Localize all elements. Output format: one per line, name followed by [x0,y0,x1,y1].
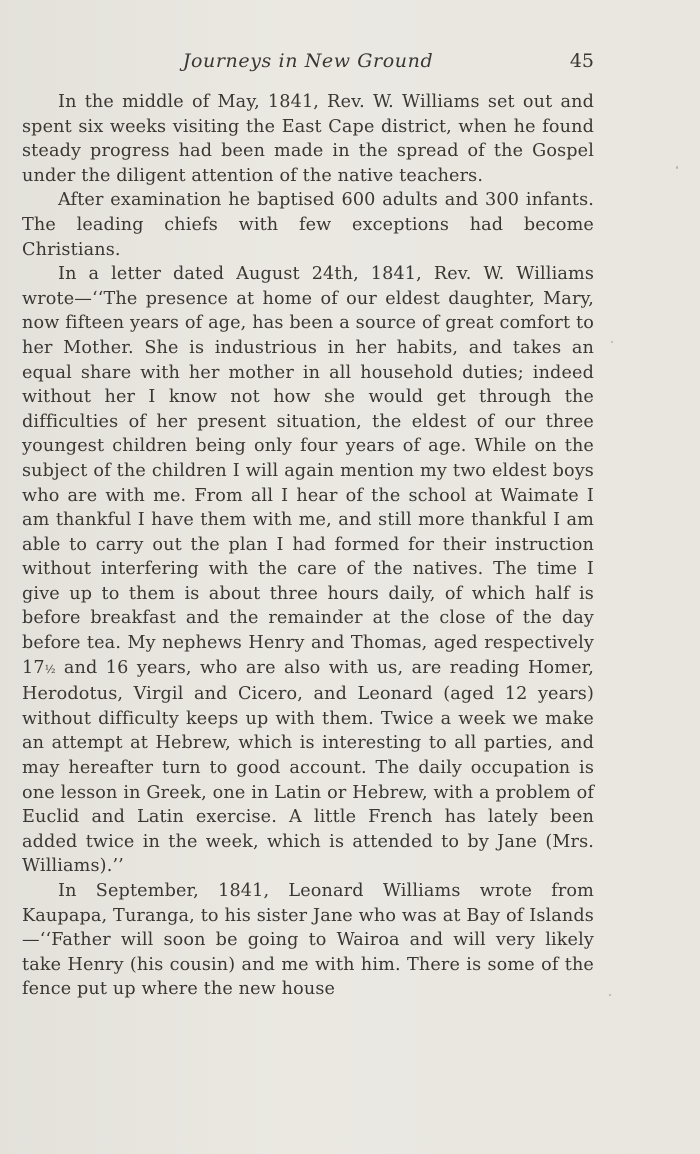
paper-speck [676,166,678,169]
running-title: Journeys in New Ground [182,50,434,72]
paragraph-3-part-1: In a letter dated August 24th, 1841, Rev. W. Williams wrote—‘‘The presence at home of our eldest daughter, Mary, now fifteen years of age, has been a source of great comfort to her Mother. She is industrious in her habits, and takes an equal share with her mother in all household duties; indeed without her I know not how she would get through the difficulties of her present situation, the eldest of our three youngest children being only four years of age. While on the subject of the children I will again mention my two eldest boys who are with me. From all I hear of the school at Waimate I am thankful I have them with me, and still more thankful I am able to carry out the plan I had formed for their instruction without interfering with the care of the natives. The time I give up to them is about three hours daily, of which half is before breakfast and the remainder at the close of the day before tea. My nephews Henry and Thomas, aged respectively 17 [22,264,594,678]
paragraph-1: In the middle of May, 1841, Rev. W. Williams set out and spent six weeks visiting the East Cape district, when he found steady progress had been made in the spread of the Gospel under the diligent attention of the native teachers. [22,92,594,186]
body-text [22,90,594,1002]
fraction-half: ½ [44,662,56,676]
paragraph-3 [22,262,594,879]
page-number: 45 [569,50,594,72]
paragraph-3-part-2: and 16 years, who are also with us, are reading Homer, Herodotus, Virgil and Cicero, and Leonard (aged 12 years) without difficulty keeps up with them. Twice a week we make an attempt at Hebrew, which is interesting to all parties, and may hereafter turn to good account. The daily occupation is one lesson in Greek, one in Latin or Hebrew, with a problem of Euclid and Latin exercise. A little French has lately been added twice in the week, which is attended to by Jane (Mrs. Williams).’’ [22,657,594,877]
paper-speck [609,994,611,996]
paragraph-4: In September, 1841, Leonard Williams wrote from Kaupapa, Turanga, to his sister Jane who was at Bay of Islands—‘‘Father will soon be going to Wairoa and will very likely take Henry (his cousin) and me with him. There is some of the fence put up where the new house [22,881,594,1000]
paper-speck [611,341,613,343]
paragraph-2: After examination he baptised 600 adults and 300 infants. The leading chiefs with few exceptions had become Christians. [22,190,594,260]
page-header [22,50,594,80]
